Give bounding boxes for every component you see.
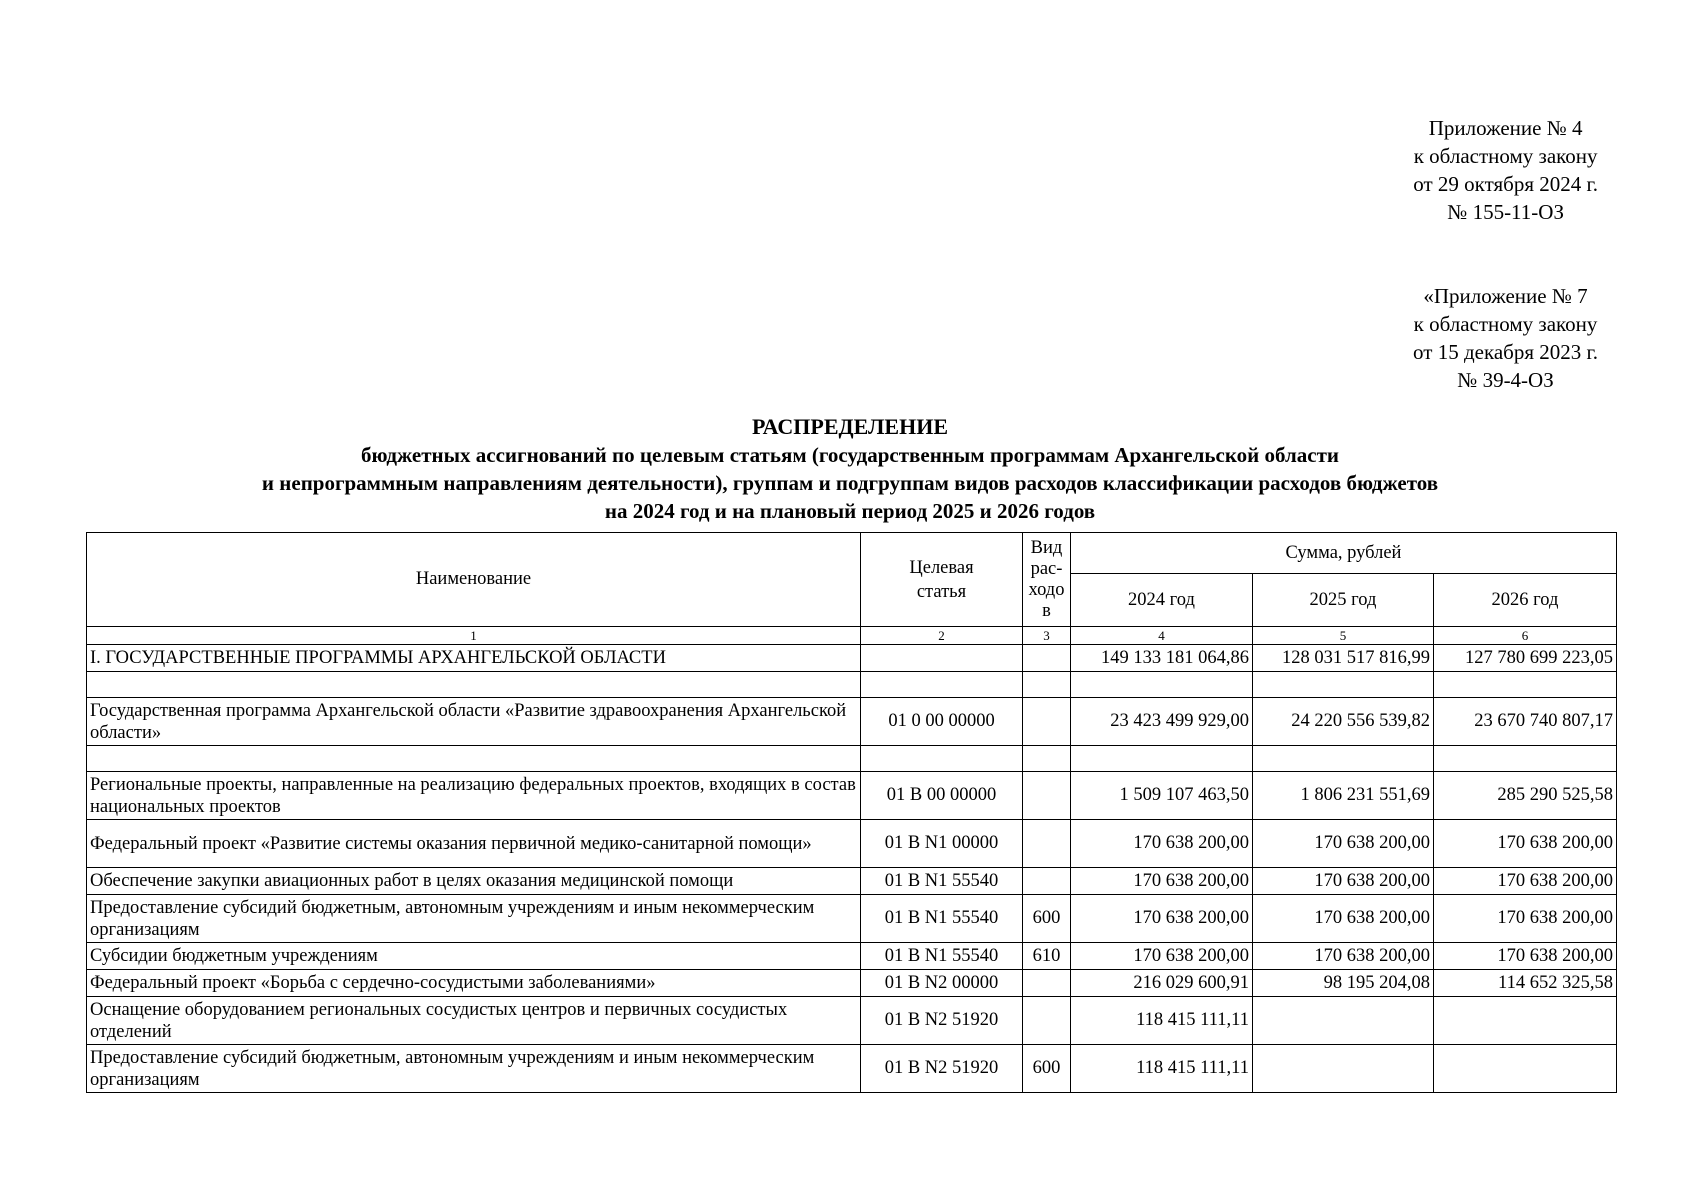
row-sum-2025 (1253, 1045, 1434, 1093)
row-sum-2025: 170 638 200,00 (1253, 895, 1434, 943)
row-type (1023, 772, 1071, 820)
row-code (861, 645, 1023, 672)
title-line: и непрограммным направлениям деятельности), группам и подгруппам видов расходов классификации расходов бюджетов (261, 471, 1439, 495)
row-sum-2024: 170 638 200,00 (1071, 820, 1253, 868)
column-number: 5 (1253, 627, 1434, 645)
appendix-number: Приложение № 4 (1428, 116, 1583, 140)
table-row (87, 997, 1617, 1045)
row-name: Федеральный проект «Борьба с сердечно-сосудистыми заболеваниями» (87, 970, 861, 997)
appendix-law-number: № 155-11-ОЗ (1447, 200, 1564, 224)
header-year-2024: 2024 год (1071, 574, 1253, 627)
row-type (1023, 997, 1071, 1045)
table-row (87, 698, 1617, 746)
title-line: на 2024 год и на плановый период 2025 и 2026 годов (604, 499, 1096, 523)
appendix-date: от 29 октября 2024 г. (1413, 172, 1598, 196)
table-row (87, 970, 1617, 997)
table-row (87, 645, 1617, 672)
row-sum-2026 (1434, 997, 1617, 1045)
row-type (1023, 970, 1071, 997)
appendix-number: «Приложение № 7 (1423, 284, 1588, 308)
table-row (87, 1045, 1617, 1093)
row-name: Региональные проекты, направленные на реализацию федеральных проектов, входящих в состав национальных проектов (87, 772, 861, 820)
row-sum-2024: 1 509 107 463,50 (1071, 772, 1253, 820)
column-number: 2 (861, 627, 1023, 645)
row-sum-2026: 170 638 200,00 (1434, 943, 1617, 970)
column-number: 1 (87, 627, 861, 645)
row-sum-2026: 170 638 200,00 (1434, 895, 1617, 943)
row-sum-2025: 170 638 200,00 (1253, 820, 1434, 868)
row-code: 01 В N1 55540 (861, 895, 1023, 943)
budget-table (86, 532, 1617, 1093)
row-sum-2026: 170 638 200,00 (1434, 868, 1617, 895)
header-year-2026: 2026 год (1434, 574, 1617, 627)
row-sum-2026: 114 652 325,58 (1434, 970, 1617, 997)
row-sum-2025: 128 031 517 816,99 (1253, 645, 1434, 672)
row-code: 01 0 00 00000 (861, 698, 1023, 746)
row-name: Предоставление субсидий бюджетным, автономным учреждениям и иным некоммерческим организациям (87, 895, 861, 943)
row-sum-2026: 127 780 699 223,05 (1434, 645, 1617, 672)
row-sum-2025: 170 638 200,00 (1253, 943, 1434, 970)
appendix-law-number: № 39-4-ОЗ (1457, 368, 1554, 392)
header-name: Наименование (87, 533, 861, 627)
row-name: Предоставление субсидий бюджетным, автономным учреждениям и иным некоммерческим организациям (87, 1045, 861, 1093)
header-year-2025: 2025 год (1253, 574, 1434, 627)
row-type: 600 (1023, 895, 1071, 943)
row-sum-2024: 170 638 200,00 (1071, 868, 1253, 895)
row-sum-2024: 170 638 200,00 (1071, 943, 1253, 970)
row-type (1023, 820, 1071, 868)
appendix-reference-new (1413, 114, 1598, 226)
table-row (87, 820, 1617, 868)
table-row (87, 943, 1617, 970)
row-name: Оснащение оборудованием региональных сосудистых центров и первичных сосудистых отделений (87, 997, 861, 1045)
row-type: 610 (1023, 943, 1071, 970)
spacer-row (87, 672, 1617, 698)
table-row (87, 772, 1617, 820)
row-type: 600 (1023, 1045, 1071, 1093)
appendix-reference-old (1413, 282, 1598, 394)
row-code: 01 В N2 00000 (861, 970, 1023, 997)
row-code: 01 В N2 51920 (861, 997, 1023, 1045)
table-row (87, 868, 1617, 895)
title-line: бюджетных ассигнований по целевым статьям (государственным программам Архангельской области (360, 443, 1339, 467)
row-sum-2024: 170 638 200,00 (1071, 895, 1253, 943)
appendix-law: к областному закону (1413, 312, 1598, 336)
row-sum-2025 (1253, 997, 1434, 1045)
column-number: 6 (1434, 627, 1617, 645)
row-name: Федеральный проект «Развитие системы оказания первичной медико-санитарной помощи» (87, 820, 861, 868)
appendix-date: от 15 декабря 2023 г. (1413, 340, 1598, 364)
row-name: I. ГОСУДАРСТВЕННЫЕ ПРОГРАММЫ АРХАНГЕЛЬСКОЙ ОБЛАСТИ (87, 645, 861, 672)
row-sum-2025: 1 806 231 551,69 (1253, 772, 1434, 820)
title-main: РАСПРЕДЕЛЕНИЕ (751, 414, 948, 439)
column-number: 4 (1071, 627, 1253, 645)
spacer-row (87, 746, 1617, 772)
row-type (1023, 698, 1071, 746)
row-code: 01 В N1 00000 (861, 820, 1023, 868)
row-sum-2024: 118 415 111,11 (1071, 997, 1253, 1045)
row-name: Субсидии бюджетным учреждениям (87, 943, 861, 970)
row-code: 01 В 00 00000 (861, 772, 1023, 820)
row-sum-2026 (1434, 1045, 1617, 1093)
table-row (87, 895, 1617, 943)
header-sum: Сумма, рублей (1071, 533, 1617, 574)
column-number: 3 (1023, 627, 1071, 645)
header-target-article: Целевая статья (861, 533, 1023, 627)
row-code: 01 В N1 55540 (861, 868, 1023, 895)
row-sum-2026: 23 670 740 807,17 (1434, 698, 1617, 746)
row-code: 01 В N2 51920 (861, 1045, 1023, 1093)
row-name: Обеспечение закупки авиационных работ в целях оказания медицинской помощи (87, 868, 861, 895)
row-type (1023, 645, 1071, 672)
row-sum-2026: 170 638 200,00 (1434, 820, 1617, 868)
row-type (1023, 868, 1071, 895)
row-sum-2024: 23 423 499 929,00 (1071, 698, 1253, 746)
row-sum-2024: 216 029 600,91 (1071, 970, 1253, 997)
row-sum-2025: 170 638 200,00 (1253, 868, 1434, 895)
row-sum-2025: 98 195 204,08 (1253, 970, 1434, 997)
row-sum-2025: 24 220 556 539,82 (1253, 698, 1434, 746)
row-sum-2024: 149 133 181 064,86 (1071, 645, 1253, 672)
header-expense-type: Вид рас-ходов (1023, 533, 1071, 627)
row-code: 01 В N1 55540 (861, 943, 1023, 970)
document-title (86, 413, 1614, 525)
row-name: Государственная программа Архангельской области «Развитие здравоохранения Архангельской области» (87, 698, 861, 746)
appendix-law: к областному закону (1413, 144, 1598, 168)
row-sum-2024: 118 415 111,11 (1071, 1045, 1253, 1093)
row-sum-2026: 285 290 525,58 (1434, 772, 1617, 820)
